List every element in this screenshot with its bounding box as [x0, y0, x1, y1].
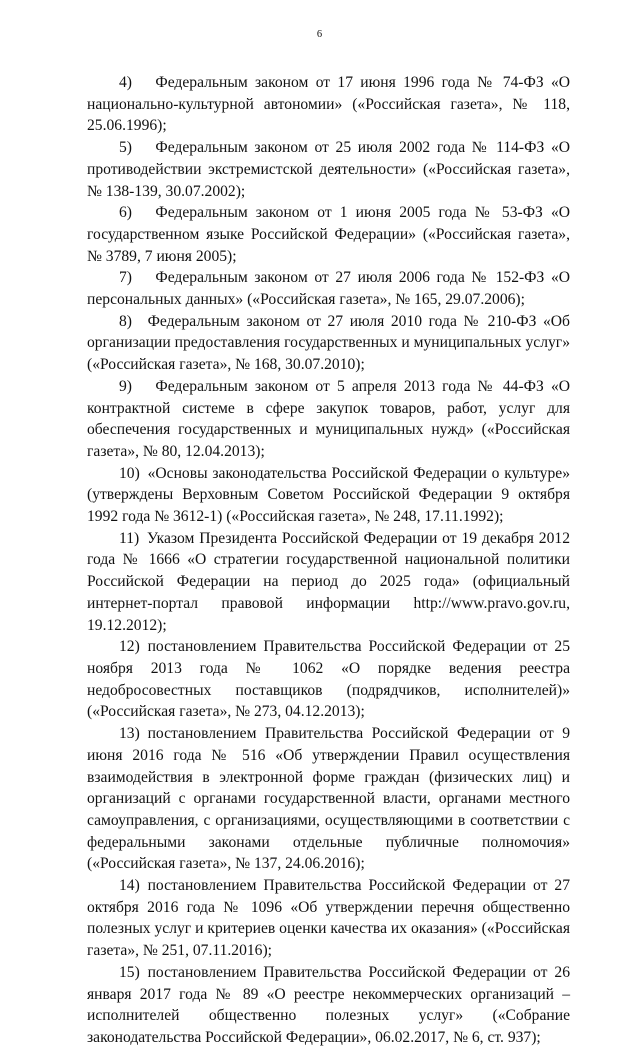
page-number: 6: [316, 29, 323, 40]
list-item: 5) Федеральным законом от 25 июля 2002 года № 114-ФЗ «О противодействии экстремистской деятельности» («Российская газета», № 138-139, 30.07.2002);: [87, 139, 570, 200]
list-item: 4) Федеральным законом от 17 июня 1996 года № 74-ФЗ «О национально-культурной автономии» («Российская газета», № 118, 25.06.1996);: [87, 74, 570, 135]
list-item: 13) постановлением Правительства Российской Федерации от 9 июня 2016 года № 516 «Об утверждении Правил осуществления взаимодействия в электронной форме граждан (физических лиц) и организаций с органами государственной власти, органами местного самоуправления, с организациями, осуществляющими в соответствии с федеральными законами отдельные публичные полномочия» («Российская газета», № 137, 24.06.2016);: [87, 725, 570, 873]
list-item: 12) постановлением Правительства Российской Федерации от 25 ноября 2013 года № 1062 «О порядке ведения реестра недобросовестных поставщиков (подрядчиков, исполнителей)» («Российская газета», № 273, 04.12.2013);: [87, 638, 570, 721]
list-item: 11) Указом Президента Российской Федерации от 19 декабря 2012 года № 1666 «О стратегии государственной национальной политики Российской Федерации на период до 2025 года» (официальный интернет-портал правовой информации http://www.pravo.gov.ru, 19.12.2012);: [87, 529, 570, 634]
list-item: 9) Федеральным законом от 5 апреля 2013 года № 44-ФЗ «О контрактной системе в сфере закупок товаров, работ, услуг для обеспечения государственных и муниципальных нужд» («Российская газета», № 80, 12.04.2013);: [87, 377, 570, 460]
list-item: 10) «Основы законодательства Российской Федерации о культуре» (утверждены Верховным Советом Российской Федерации 9 октября 1992 года № 3612-1) («Российская газета», № 248, 17.11.1992);: [87, 464, 570, 526]
list-item: 7) Федеральным законом от 27 июля 2006 года № 152-ФЗ «О персональных данных» («Российская газета», № 165, 29.07.2006);: [87, 269, 570, 309]
list-item: 15) постановлением Правительства Российской Федерации от 26 января 2017 года № 89 «О реестре некоммерческих организаций – исполнителей общественно полезных услуг» («Собрание законодательства Российской Федерации», 06.02.2017, № 6, ст. 937);: [87, 963, 570, 1046]
list-item: 6) Федеральным законом от 1 июня 2005 года № 53-ФЗ «О государственном языке Российской Федерации» («Российская газета», № 3789, 7 июня 2005);: [87, 204, 570, 265]
list-item: 8) Федеральным законом от 27 июля 2010 года № 210-ФЗ «Об организации предоставления государственных и муниципальных услуг» («Российская газета», № 168, 30.07.2010);: [87, 312, 570, 374]
document-body: [87, 72, 570, 1049]
list-item: 14) постановлением Правительства Российской Федерации от 27 октября 2016 года № 1096 «Об утверждении перечня общественно полезных услуг и критериев оценки качества их оказания» («Российская газета», № 251, 07.11.2016);: [87, 877, 570, 960]
